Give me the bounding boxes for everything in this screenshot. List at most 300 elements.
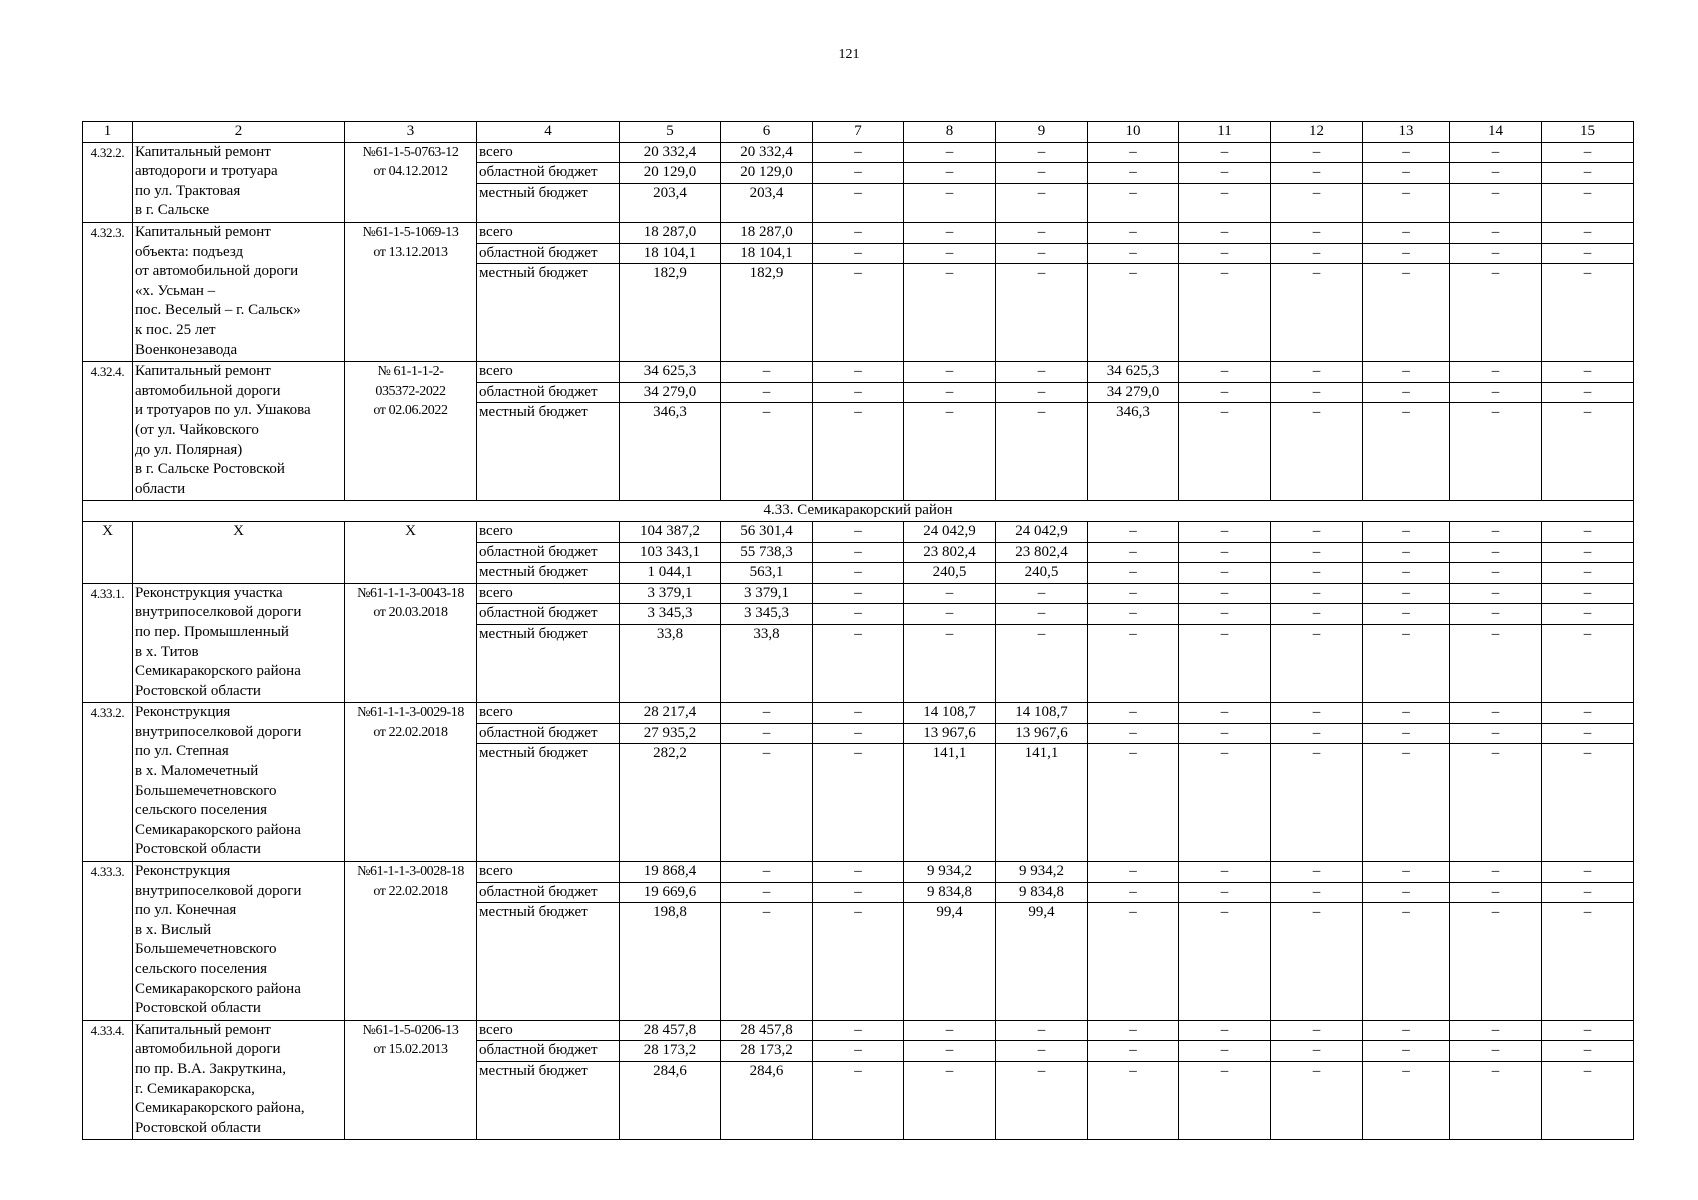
empty-dash: –	[996, 604, 1088, 625]
text-line: и тротуаров по ул. Ушакова	[135, 402, 311, 419]
empty-dash: –	[1271, 624, 1363, 702]
empty-dash: –	[1450, 723, 1542, 744]
empty-dash: –	[1542, 1041, 1634, 1062]
empty-dash: –	[813, 744, 904, 862]
empty-dash: –	[1542, 624, 1634, 702]
amount-value: 24 042,9	[904, 521, 996, 542]
text-line: по пер. Промышленный	[135, 623, 289, 640]
text-line: Реконструкция участка	[135, 584, 283, 601]
empty-dash: –	[1363, 862, 1450, 883]
empty-dash: –	[1179, 723, 1271, 744]
empty-dash: –	[1088, 1041, 1179, 1062]
page-number: 121	[838, 47, 860, 62]
empty-dash: –	[1542, 903, 1634, 1021]
text-line: до ул. Полярная)	[135, 441, 243, 458]
empty-dash: –	[1363, 1020, 1450, 1041]
empty-dash: –	[813, 1041, 904, 1062]
amount-value: 20 129,0	[721, 163, 813, 184]
amount-value: 346,3	[1088, 403, 1179, 501]
empty-dash: –	[1450, 542, 1542, 563]
empty-dash: –	[1450, 903, 1542, 1021]
empty-dash: –	[1450, 744, 1542, 862]
empty-dash: –	[1542, 862, 1634, 883]
text-line: пос. Веселый – г. Сальск»	[135, 302, 301, 319]
amount-value: 18 287,0	[620, 222, 721, 243]
empty-dash: –	[1450, 183, 1542, 222]
item-number: 4.33.2.	[83, 703, 133, 862]
empty-dash: –	[1179, 222, 1271, 243]
text-line: №61-1-5-0763-12	[362, 144, 459, 160]
empty-dash: –	[1363, 362, 1450, 383]
text-line: №61-1-5-1069-13	[362, 224, 459, 240]
empty-dash: –	[904, 222, 996, 243]
empty-dash: –	[813, 624, 904, 702]
amount-value: 346,3	[620, 403, 721, 501]
text-line: в х. Титов	[135, 643, 199, 660]
funding-source: местный бюджет	[477, 563, 620, 584]
empty-dash: –	[1088, 862, 1179, 883]
empty-dash: –	[996, 183, 1088, 222]
empty-dash: –	[813, 403, 904, 501]
empty-dash: –	[1088, 583, 1179, 604]
empty-dash: –	[1542, 1062, 1634, 1140]
empty-dash: –	[1088, 542, 1179, 563]
table-body	[83, 122, 1634, 1140]
empty-dash: –	[904, 1062, 996, 1140]
text-line: внутрипоселковой дороги	[135, 882, 302, 899]
empty-dash: –	[1271, 1020, 1363, 1041]
text-line: в х. Вислый	[135, 921, 212, 938]
text-line: Капитальный ремонт	[135, 1021, 271, 1038]
funding-source: областной бюджет	[477, 243, 620, 264]
empty-dash: –	[1542, 703, 1634, 724]
item-document	[345, 862, 477, 1021]
empty-dash: –	[904, 1020, 996, 1041]
empty-dash: –	[813, 142, 904, 163]
amount-value: 18 104,1	[721, 243, 813, 264]
empty-dash: –	[721, 382, 813, 403]
empty-dash: –	[1179, 362, 1271, 383]
empty-dash: –	[996, 222, 1088, 243]
empty-dash: –	[1271, 521, 1363, 542]
text-line: сельского поселения	[135, 802, 268, 819]
amount-value: 198,8	[620, 903, 721, 1021]
empty-dash: –	[1088, 624, 1179, 702]
section-title: 4.33. Семикаракорский район	[83, 501, 1634, 522]
funding-source: всего	[477, 1020, 620, 1041]
empty-dash: –	[1179, 163, 1271, 184]
empty-dash: –	[1363, 1041, 1450, 1062]
empty-dash: –	[1088, 723, 1179, 744]
empty-dash: –	[1179, 903, 1271, 1021]
text-line: области	[135, 480, 186, 497]
text-line: Капитальный ремонт	[135, 363, 271, 380]
item-number: 4.32.4.	[83, 362, 133, 501]
text-line: г. Семикаракорска,	[135, 1080, 255, 1097]
item-document	[345, 222, 477, 361]
funding-source: местный бюджет	[477, 744, 620, 862]
empty-dash: –	[813, 243, 904, 264]
empty-dash: –	[904, 624, 996, 702]
text-line: X	[405, 522, 416, 539]
empty-dash: –	[813, 882, 904, 903]
amount-value: 18 287,0	[721, 222, 813, 243]
amount-value: 20 129,0	[620, 163, 721, 184]
empty-dash: –	[1271, 142, 1363, 163]
empty-dash: –	[904, 142, 996, 163]
column-number-header: 7	[813, 122, 904, 143]
table-row	[83, 583, 1634, 604]
empty-dash: –	[1542, 1020, 1634, 1041]
empty-dash: –	[1363, 382, 1450, 403]
empty-dash: –	[1450, 142, 1542, 163]
funding-source: всего	[477, 862, 620, 883]
amount-value: 18 104,1	[620, 243, 721, 264]
funding-source: областной бюджет	[477, 542, 620, 563]
table-row	[83, 222, 1634, 243]
text-line: сельского поселения	[135, 961, 268, 978]
text-line: №61-1-5-0206-13	[362, 1022, 459, 1038]
empty-dash: –	[1088, 264, 1179, 362]
empty-dash: –	[1271, 382, 1363, 403]
empty-dash: –	[1363, 583, 1450, 604]
empty-dash: –	[1450, 1041, 1542, 1062]
empty-dash: –	[1271, 604, 1363, 625]
text-line: (от ул. Чайковского	[135, 421, 259, 438]
amount-value: 34 625,3	[1088, 362, 1179, 383]
text-line: к пос. 25 лет	[135, 321, 216, 338]
empty-dash: –	[721, 903, 813, 1021]
empty-dash: –	[1088, 1020, 1179, 1041]
empty-dash: –	[1179, 744, 1271, 862]
amount-value: 34 279,0	[620, 382, 721, 403]
text-line: автомобильной дороги	[135, 1041, 281, 1058]
text-line: от автомобильной дороги	[135, 263, 299, 280]
amount-value: 20 332,4	[620, 142, 721, 163]
empty-dash: –	[813, 903, 904, 1021]
amount-value: 3 345,3	[721, 604, 813, 625]
empty-dash: –	[1450, 382, 1542, 403]
empty-dash: –	[721, 744, 813, 862]
empty-dash: –	[1450, 882, 1542, 903]
empty-dash: –	[1088, 563, 1179, 584]
text-line: Большемечетновского	[135, 941, 277, 958]
empty-dash: –	[1450, 1062, 1542, 1140]
funding-source: областной бюджет	[477, 723, 620, 744]
empty-dash: –	[1271, 882, 1363, 903]
empty-dash: –	[996, 243, 1088, 264]
funding-source: областной бюджет	[477, 1041, 620, 1062]
column-number-header: 15	[1542, 122, 1634, 143]
amount-value: 33,8	[721, 624, 813, 702]
text-line: от 22.02.2018	[373, 883, 448, 899]
empty-dash: –	[813, 1062, 904, 1140]
empty-dash: –	[1271, 163, 1363, 184]
item-name	[133, 362, 345, 501]
empty-dash: –	[904, 163, 996, 184]
empty-dash: –	[813, 723, 904, 744]
empty-dash: –	[1542, 382, 1634, 403]
text-line: №61-1-1-3-0043-18	[357, 585, 464, 601]
empty-dash: –	[1450, 862, 1542, 883]
text-line: в г. Сальске	[135, 202, 210, 219]
table-row	[83, 362, 1634, 383]
item-name	[133, 862, 345, 1021]
empty-dash: –	[904, 1041, 996, 1062]
empty-dash: –	[1179, 1020, 1271, 1041]
item-number: 4.33.3.	[83, 862, 133, 1021]
empty-dash: –	[1542, 604, 1634, 625]
amount-value: 3 379,1	[620, 583, 721, 604]
column-number-header: 13	[1363, 122, 1450, 143]
text-line: внутрипоселковой дороги	[135, 604, 302, 621]
amount-value: 28 457,8	[620, 1020, 721, 1041]
empty-dash: –	[1363, 183, 1450, 222]
empty-dash: –	[1179, 703, 1271, 724]
amount-value: 14 108,7	[996, 703, 1088, 724]
empty-dash: –	[996, 362, 1088, 383]
empty-dash: –	[996, 403, 1088, 501]
empty-dash: –	[1088, 142, 1179, 163]
text-line: в х. Маломечетный	[135, 763, 259, 780]
empty-dash: –	[1088, 163, 1179, 184]
empty-dash: –	[1542, 723, 1634, 744]
empty-dash: –	[1271, 183, 1363, 222]
empty-dash: –	[721, 882, 813, 903]
empty-dash: –	[1179, 1041, 1271, 1062]
empty-dash: –	[1363, 882, 1450, 903]
funding-source: областной бюджет	[477, 882, 620, 903]
empty-dash: –	[813, 1020, 904, 1041]
amount-value: 33,8	[620, 624, 721, 702]
empty-dash: –	[1179, 382, 1271, 403]
item-name	[133, 703, 345, 862]
item-document	[345, 703, 477, 862]
empty-dash: –	[1179, 624, 1271, 702]
text-line: Ростовской области	[135, 841, 261, 858]
text-line: Семикаракорского района	[135, 821, 301, 838]
empty-dash: –	[1450, 163, 1542, 184]
amount-value: 282,2	[620, 744, 721, 862]
amount-value: 23 802,4	[904, 542, 996, 563]
empty-dash: –	[1450, 362, 1542, 383]
empty-dash: –	[1363, 521, 1450, 542]
empty-dash: –	[1363, 744, 1450, 862]
item-document	[345, 1020, 477, 1140]
empty-dash: –	[813, 542, 904, 563]
empty-dash: –	[996, 1020, 1088, 1041]
column-number-header: 9	[996, 122, 1088, 143]
amount-value: 24 042,9	[996, 521, 1088, 542]
text-line: «х. Усьман –	[135, 282, 216, 299]
amount-value: 203,4	[620, 183, 721, 222]
empty-dash: –	[904, 382, 996, 403]
amount-value: 1 044,1	[620, 563, 721, 584]
column-number-header: 6	[721, 122, 813, 143]
empty-dash: –	[1179, 563, 1271, 584]
table-row	[83, 142, 1634, 163]
funding-source: областной бюджет	[477, 163, 620, 184]
item-number: 4.33.1.	[83, 583, 133, 703]
amount-value: 99,4	[904, 903, 996, 1021]
empty-dash: –	[1088, 703, 1179, 724]
empty-dash: –	[904, 362, 996, 383]
amount-value: 23 802,4	[996, 542, 1088, 563]
empty-dash: –	[1179, 403, 1271, 501]
empty-dash: –	[1363, 703, 1450, 724]
empty-dash: –	[721, 403, 813, 501]
empty-dash: –	[721, 703, 813, 724]
empty-dash: –	[1363, 563, 1450, 584]
empty-dash: –	[996, 1062, 1088, 1140]
empty-dash: –	[1179, 1062, 1271, 1140]
empty-dash: –	[1271, 222, 1363, 243]
empty-dash: –	[1271, 243, 1363, 264]
empty-dash: –	[1088, 222, 1179, 243]
amount-value: 240,5	[996, 563, 1088, 584]
empty-dash: –	[1363, 1062, 1450, 1140]
column-number-header: 5	[620, 122, 721, 143]
funding-source: всего	[477, 521, 620, 542]
empty-dash: –	[1088, 903, 1179, 1021]
amount-value: 284,6	[721, 1062, 813, 1140]
empty-dash: –	[813, 183, 904, 222]
empty-dash: –	[1542, 142, 1634, 163]
empty-dash: –	[1271, 362, 1363, 383]
empty-dash: –	[1363, 604, 1450, 625]
amount-value: 141,1	[904, 744, 996, 862]
empty-dash: –	[1179, 862, 1271, 883]
empty-dash: –	[1363, 142, 1450, 163]
amount-value: 284,6	[620, 1062, 721, 1140]
table-row	[83, 521, 1634, 542]
amount-value: 3 345,3	[620, 604, 721, 625]
amount-value: 9 934,2	[996, 862, 1088, 883]
header-row	[83, 122, 1634, 143]
empty-dash: –	[1088, 521, 1179, 542]
item-document	[345, 521, 477, 583]
item-document	[345, 362, 477, 501]
item-document	[345, 583, 477, 703]
empty-dash: –	[721, 862, 813, 883]
empty-dash: –	[1363, 163, 1450, 184]
empty-dash: –	[1271, 723, 1363, 744]
column-number-header: 11	[1179, 122, 1271, 143]
empty-dash: –	[1179, 264, 1271, 362]
column-number-header: 8	[904, 122, 996, 143]
amount-value: 13 967,6	[904, 723, 996, 744]
empty-dash: –	[813, 563, 904, 584]
amount-value: 28 457,8	[721, 1020, 813, 1041]
empty-dash: –	[1271, 744, 1363, 862]
empty-dash: –	[996, 583, 1088, 604]
empty-dash: –	[1450, 583, 1542, 604]
empty-dash: –	[1450, 563, 1542, 584]
text-line: от 15.02.2013	[373, 1042, 448, 1058]
empty-dash: –	[1088, 882, 1179, 903]
table-row	[83, 703, 1634, 724]
amount-value: 28 173,2	[721, 1041, 813, 1062]
empty-dash: –	[996, 1041, 1088, 1062]
funding-source: местный бюджет	[477, 264, 620, 362]
amount-value: 34 625,3	[620, 362, 721, 383]
amount-value: 13 967,6	[996, 723, 1088, 744]
text-line: автодороги и тротуара	[135, 163, 278, 180]
funding-source: местный бюджет	[477, 1062, 620, 1140]
text-line: по ул. Трактовая	[135, 182, 241, 199]
text-line: по ул. Конечная	[135, 902, 237, 919]
text-line: от 13.12.2013	[373, 244, 448, 260]
budget-table	[82, 121, 1634, 1140]
text-line: Военконезавода	[135, 341, 238, 358]
column-number-header: 3	[345, 122, 477, 143]
amount-value: 28 173,2	[620, 1041, 721, 1062]
funding-source: всего	[477, 583, 620, 604]
funding-source: областной бюджет	[477, 382, 620, 403]
text-line: №61-1-1-3-0029-18	[357, 705, 464, 721]
empty-dash: –	[1450, 604, 1542, 625]
empty-dash: –	[1271, 583, 1363, 604]
text-line: по ул. Степная	[135, 743, 229, 760]
empty-dash: –	[1271, 563, 1363, 584]
empty-dash: –	[1542, 542, 1634, 563]
empty-dash: –	[813, 521, 904, 542]
empty-dash: –	[1271, 1041, 1363, 1062]
empty-dash: –	[1542, 882, 1634, 903]
amount-value: 28 217,4	[620, 703, 721, 724]
text-line: от 22.02.2018	[373, 724, 448, 740]
empty-dash: –	[904, 183, 996, 222]
empty-dash: –	[1271, 1062, 1363, 1140]
amount-value: 56 301,4	[721, 521, 813, 542]
empty-dash: –	[1088, 243, 1179, 264]
text-line: по пр. В.А. Закруткина,	[135, 1061, 286, 1078]
empty-dash: –	[904, 604, 996, 625]
text-line: от 04.12.2012	[373, 164, 448, 180]
empty-dash: –	[813, 604, 904, 625]
funding-source: всего	[477, 222, 620, 243]
text-line: в г. Сальске Ростовской	[135, 461, 285, 478]
amount-value: 27 935,2	[620, 723, 721, 744]
text-line: автомобильной дороги	[135, 382, 281, 399]
item-number: 4.32.2.	[83, 142, 133, 222]
amount-value: 55 738,3	[721, 542, 813, 563]
empty-dash: –	[996, 163, 1088, 184]
item-name	[133, 1020, 345, 1140]
empty-dash: –	[1450, 703, 1542, 724]
text-line: Ростовской области	[135, 1000, 261, 1017]
empty-dash: –	[1271, 542, 1363, 563]
empty-dash: –	[813, 382, 904, 403]
empty-dash: –	[1088, 744, 1179, 862]
text-line: 035372-2022	[375, 383, 446, 399]
empty-dash: –	[1542, 744, 1634, 862]
amount-value: 3 379,1	[721, 583, 813, 604]
empty-dash: –	[1450, 222, 1542, 243]
empty-dash: –	[1363, 403, 1450, 501]
empty-dash: –	[1271, 862, 1363, 883]
amount-value: 14 108,7	[904, 703, 996, 724]
empty-dash: –	[1450, 403, 1542, 501]
column-number-header: 1	[83, 122, 133, 143]
empty-dash: –	[1363, 243, 1450, 264]
empty-dash: –	[1542, 403, 1634, 501]
empty-dash: –	[996, 142, 1088, 163]
empty-dash: –	[1450, 264, 1542, 362]
empty-dash: –	[1271, 903, 1363, 1021]
funding-source: всего	[477, 703, 620, 724]
amount-value: 182,9	[721, 264, 813, 362]
